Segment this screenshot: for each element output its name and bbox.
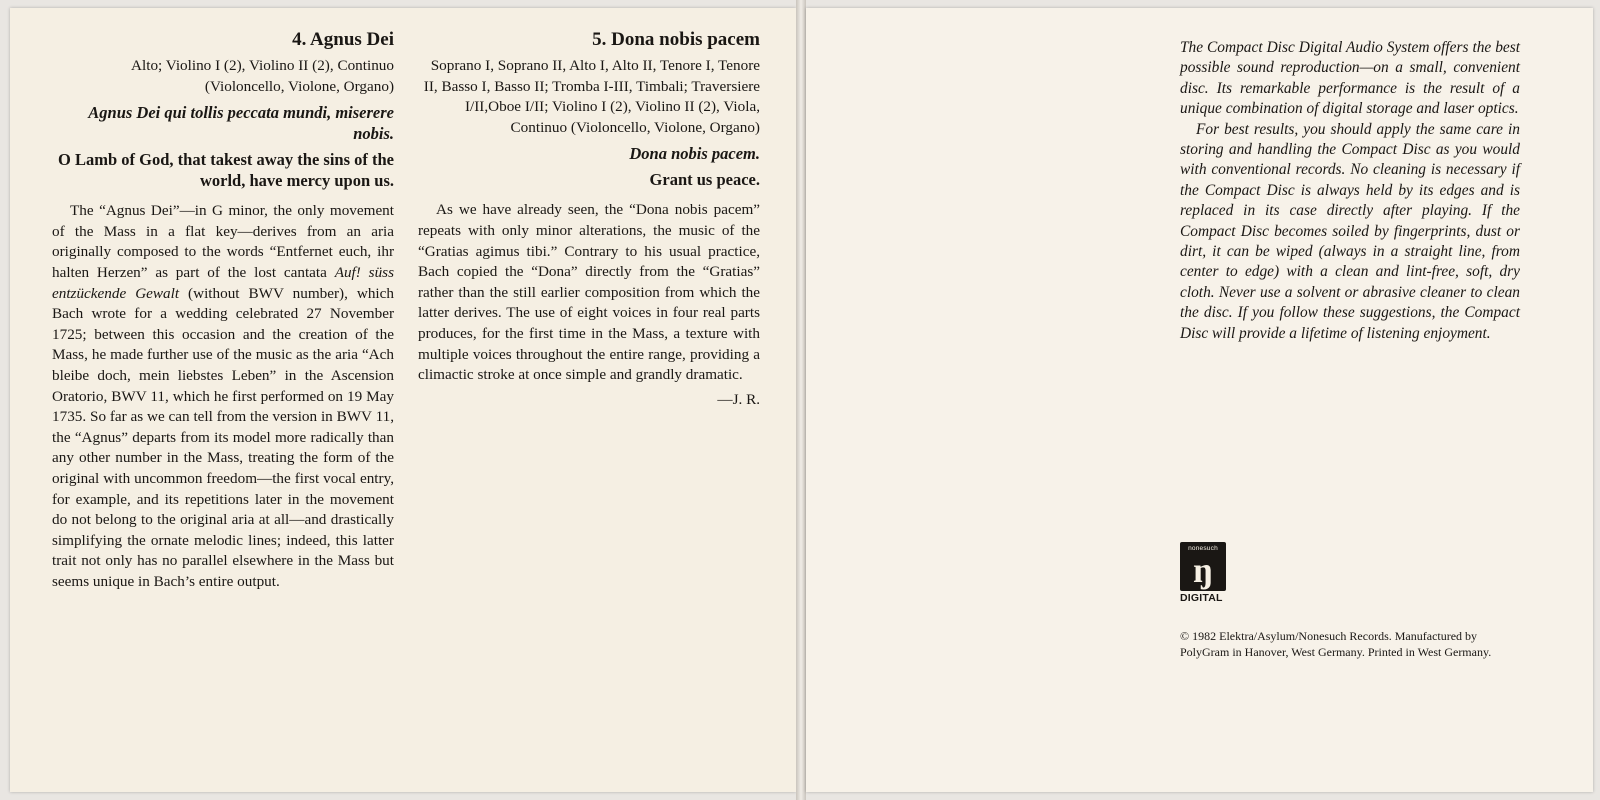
agnus-dei-title: 4. Agnus Dei <box>292 29 394 50</box>
logo-glyph: ŋ <box>1192 550 1214 590</box>
copyright-notice: © 1982 Elektra/Asylum/Nonesuch Records. Manufactured by PolyGram in Hanover, West Germany. Printed in West Germany. <box>1180 629 1492 659</box>
commentary-part-2: (without BWV number), which Bach wrote for a wedding celebrated 27 November 1725; between this occasion and the creation of the Mass, he made further use of the music as the aria “Ach bleibe doch, mein liebstes Leben” in the Ascension Oratorio, BWV 11, which he first performed on 19 May 1735. So far as we can tell from the version in BWV 11, the “Agnus” departs from its model more radically than any other number in the Mass, treating the form of the original with uncommon freedom—the first vocal entry, for example, and its repetitions later in the movement do not belong to the original aria at all—and drastically simplifying the ornate melodic lines; indeed, this latter trait not only has no parallel elsewhere in the Mass but seems unique in Bach’s entire output. <box>52 284 394 590</box>
logo-brand-text: nonesuch <box>1188 545 1218 552</box>
nonesuch-logo-icon <box>1180 542 1226 591</box>
agnus-dei-scoring: Alto; Violino I (2), Violino II (2), Continuo (Violoncello, Violone, Organo) <box>131 57 394 95</box>
logo-digital-label: DIGITAL <box>1180 592 1223 604</box>
compact-disc-notice <box>1180 38 1520 344</box>
agnus-dei-column <box>52 28 394 592</box>
booklet-spine <box>796 0 806 800</box>
author-signature: —J. R. <box>717 390 760 408</box>
dona-nobis-scoring: Soprano I, Soprano II, Alto I, Alto II, Tenore I, Tenore II, Basso I, Basso II; Tromba I-III, Timbali; Traversiere I/II,Oboe I/II; Violino I (2), Violino II (2), Viola, Continuo (Violoncello, Violone, Organo) <box>423 57 760 136</box>
cantata-title: Auf! süss entzückende Gewalt <box>52 263 394 302</box>
dona-nobis-title: 5. Dona nobis pacem <box>592 29 760 50</box>
agnus-dei-english-text: O Lamb of God, that takest away the sins of the world, have mercy upon us. <box>58 150 394 191</box>
dona-nobis-column <box>418 28 760 410</box>
nonesuch-digital-logo <box>1180 542 1228 606</box>
cd-notice-paragraph-1: The Compact Disc Digital Audio System offers the best possible sound reproduction—on a small, convenient disc. Its remarkable performance is the result of a unique combination of digital storage and laser optics. <box>1180 39 1520 118</box>
commentary-part-1: The “Agnus Dei”—in G minor, the only movement of the Mass in a flat key—derives from an aria originally composed to the words “Entfernet euch, ihr halten Herzen” as part of the lost cantata <box>52 202 394 281</box>
dona-nobis-english-text: Grant us peace. <box>649 170 760 190</box>
agnus-dei-commentary <box>52 201 394 592</box>
dona-nobis-commentary: As we have already seen, the “Dona nobis pacem” repeats with only minor alterations, the music of the “Gratias agimus tibi.” Contrary to his usual practice, Bach copied the “Dona” directly from the “Gratias” rather than the still earlier composition from which the latter derives. The use of eight voices in four real parts produces, for the first time in the Mass, a texture with multiple voices throughout the entire range, providing a climactic stroke at once simple and grandly dramatic. <box>418 201 760 384</box>
dona-nobis-latin-text: Dona nobis pacem. <box>629 144 760 164</box>
agnus-dei-latin-text: Agnus Dei qui tollis peccata mundi, miserere nobis. <box>88 103 394 144</box>
cd-notice-paragraph-2: For best results, you should apply the same care in storing and handling the Compact Disc as you would with conventional records. No cleaning is necessary if the Compact Disc is always held by its edges and is replaced in its case directly after playing. If the Compact Disc becomes soiled by fingerprints, dust or dirt, it can be wiped (always in a straight line, from center to edge) with a clean and lint-free, soft, dry cloth. Never use a solvent or abrasive cleaner to clean the disc. If you follow these suggestions, the Compact Disc will provide a lifetime of listening enjoyment. <box>1180 120 1520 342</box>
